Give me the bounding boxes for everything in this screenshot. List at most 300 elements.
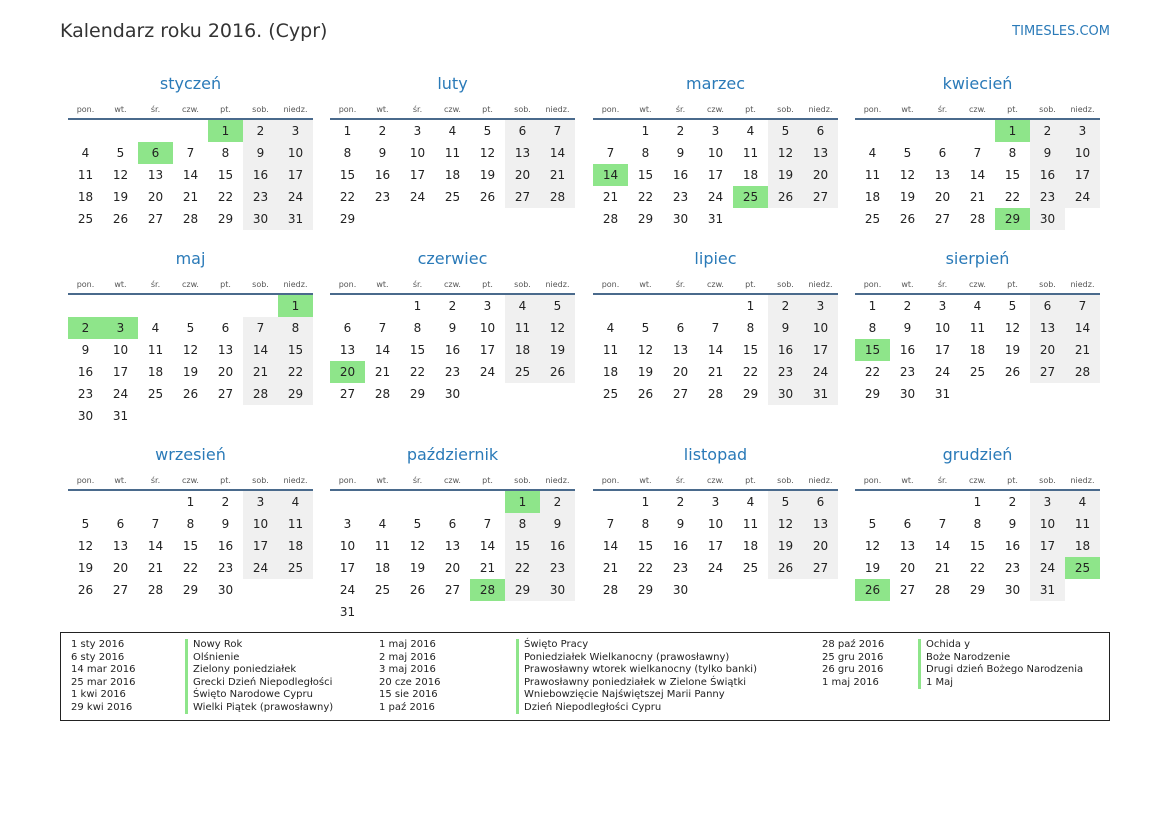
day-cell[interactable]: 14 bbox=[479, 539, 496, 553]
day-cell[interactable]: 29 bbox=[637, 583, 654, 597]
day-cell[interactable]: 26 bbox=[637, 387, 654, 401]
day-cell[interactable]: 16 bbox=[672, 539, 689, 553]
day-cell[interactable]: 26 bbox=[479, 190, 496, 204]
day-cell[interactable]: 17 bbox=[1065, 164, 1100, 186]
day-cell[interactable]: 22 bbox=[505, 557, 540, 579]
day-cell[interactable]: 13 bbox=[899, 539, 916, 553]
day-cell[interactable]: 25 bbox=[444, 190, 461, 204]
day-cell[interactable]: 25 bbox=[147, 387, 164, 401]
day-cell[interactable]: 20 bbox=[112, 561, 129, 575]
day-cell[interactable]: 10 bbox=[1030, 513, 1065, 535]
day-cell[interactable]: 13 bbox=[339, 343, 356, 357]
day-cell[interactable]: 8 bbox=[343, 146, 352, 160]
day-cell[interactable]: 30 bbox=[444, 387, 461, 401]
day-cell[interactable]: 13 bbox=[505, 142, 540, 164]
day-cell[interactable]: 21 bbox=[147, 561, 164, 575]
day-cell[interactable]: 4 bbox=[378, 517, 387, 531]
day-cell[interactable]: 27 bbox=[147, 212, 164, 226]
day-cell[interactable]: 14 bbox=[707, 343, 724, 357]
day-cell[interactable]: 14 bbox=[602, 539, 619, 553]
day-cell[interactable]: 31 bbox=[803, 383, 838, 405]
day-cell[interactable]: 23 bbox=[374, 190, 391, 204]
day-cell[interactable]: 11 bbox=[505, 317, 540, 339]
day-cell[interactable]: 9 bbox=[448, 321, 457, 335]
day-cell[interactable]: 23 bbox=[672, 190, 689, 204]
day-cell[interactable]: 22 bbox=[1004, 190, 1021, 204]
day-cell[interactable]: 7 bbox=[711, 321, 720, 335]
day-cell[interactable]: 13 bbox=[147, 168, 164, 182]
day-cell[interactable]: 2 bbox=[903, 299, 912, 313]
day-cell[interactable]: 18 bbox=[77, 190, 94, 204]
day-cell[interactable]: 25 bbox=[602, 387, 619, 401]
day-cell[interactable]: 5 bbox=[1008, 299, 1017, 313]
day-cell[interactable]: 6 bbox=[448, 517, 457, 531]
day-cell[interactable]: 23 bbox=[243, 186, 278, 208]
day-cell[interactable]: 21 bbox=[969, 190, 986, 204]
day-cell[interactable]: 12 bbox=[540, 317, 575, 339]
day-cell[interactable]: 3 bbox=[103, 317, 138, 339]
day-cell[interactable]: 20 bbox=[217, 365, 234, 379]
day-cell[interactable]: 9 bbox=[676, 146, 685, 160]
day-cell[interactable]: 22 bbox=[864, 365, 881, 379]
day-cell[interactable]: 11 bbox=[742, 517, 759, 531]
day-cell[interactable]: 9 bbox=[1008, 517, 1017, 531]
day-cell[interactable]: 5 bbox=[483, 124, 492, 138]
day-cell[interactable]: 31 bbox=[934, 387, 951, 401]
day-cell[interactable]: 24 bbox=[409, 190, 426, 204]
day-cell[interactable]: 11 bbox=[444, 146, 461, 160]
day-cell[interactable]: 17 bbox=[409, 168, 426, 182]
day-cell[interactable]: 5 bbox=[81, 517, 90, 531]
day-cell[interactable]: 26 bbox=[1004, 365, 1021, 379]
day-cell[interactable]: 14 bbox=[540, 142, 575, 164]
day-cell[interactable]: 4 bbox=[448, 124, 457, 138]
day-cell[interactable]: 6 bbox=[803, 490, 838, 513]
day-cell[interactable]: 3 bbox=[711, 124, 720, 138]
day-cell[interactable]: 14 bbox=[593, 164, 628, 186]
day-cell[interactable]: 21 bbox=[602, 561, 619, 575]
day-cell[interactable]: 1 bbox=[641, 124, 650, 138]
day-cell[interactable]: 1 bbox=[413, 299, 422, 313]
day-cell[interactable]: 2 bbox=[448, 299, 457, 313]
day-cell[interactable]: 23 bbox=[899, 365, 916, 379]
day-cell[interactable]: 24 bbox=[707, 190, 724, 204]
day-cell[interactable]: 29 bbox=[969, 583, 986, 597]
day-cell[interactable]: 26 bbox=[409, 583, 426, 597]
day-cell[interactable]: 12 bbox=[182, 343, 199, 357]
day-cell[interactable]: 10 bbox=[243, 513, 278, 535]
day-cell[interactable]: 15 bbox=[505, 535, 540, 557]
day-cell[interactable]: 10 bbox=[339, 539, 356, 553]
day-cell[interactable]: 1 bbox=[973, 495, 982, 509]
day-cell[interactable]: 17 bbox=[803, 339, 838, 361]
day-cell[interactable]: 27 bbox=[217, 387, 234, 401]
day-cell[interactable]: 22 bbox=[637, 561, 654, 575]
day-cell[interactable]: 25 bbox=[864, 212, 881, 226]
day-cell[interactable]: 28 bbox=[470, 579, 505, 601]
day-cell[interactable]: 14 bbox=[374, 343, 391, 357]
day-cell[interactable]: 18 bbox=[505, 339, 540, 361]
day-cell[interactable]: 28 bbox=[147, 583, 164, 597]
day-cell[interactable]: 16 bbox=[243, 164, 278, 186]
day-cell[interactable]: 26 bbox=[768, 186, 803, 208]
day-cell[interactable]: 22 bbox=[278, 361, 313, 383]
day-cell[interactable]: 30 bbox=[243, 208, 278, 230]
day-cell[interactable]: 21 bbox=[374, 365, 391, 379]
day-cell[interactable]: 29 bbox=[637, 212, 654, 226]
day-cell[interactable]: 8 bbox=[221, 146, 230, 160]
day-cell[interactable]: 27 bbox=[672, 387, 689, 401]
day-cell[interactable]: 12 bbox=[112, 168, 129, 182]
day-cell[interactable]: 29 bbox=[505, 579, 540, 601]
day-cell[interactable]: 12 bbox=[409, 539, 426, 553]
day-cell[interactable]: 1 bbox=[278, 294, 313, 317]
day-cell[interactable]: 3 bbox=[243, 490, 278, 513]
day-cell[interactable]: 30 bbox=[672, 212, 689, 226]
day-cell[interactable]: 6 bbox=[803, 119, 838, 142]
day-cell[interactable]: 20 bbox=[330, 361, 365, 383]
day-cell[interactable]: 17 bbox=[707, 539, 724, 553]
day-cell[interactable]: 19 bbox=[864, 561, 881, 575]
day-cell[interactable]: 11 bbox=[374, 539, 391, 553]
day-cell[interactable]: 9 bbox=[768, 317, 803, 339]
day-cell[interactable]: 19 bbox=[768, 164, 803, 186]
day-cell[interactable]: 23 bbox=[217, 561, 234, 575]
day-cell[interactable]: 9 bbox=[540, 513, 575, 535]
day-cell[interactable]: 30 bbox=[77, 409, 94, 423]
day-cell[interactable]: 1 bbox=[746, 299, 755, 313]
day-cell[interactable]: 28 bbox=[374, 387, 391, 401]
day-cell[interactable]: 5 bbox=[413, 517, 422, 531]
day-cell[interactable]: 16 bbox=[1004, 539, 1021, 553]
day-cell[interactable]: 31 bbox=[707, 212, 724, 226]
day-cell[interactable]: 2 bbox=[1008, 495, 1017, 509]
day-cell[interactable]: 30 bbox=[1030, 208, 1065, 230]
day-cell[interactable]: 19 bbox=[112, 190, 129, 204]
day-cell[interactable]: 14 bbox=[934, 539, 951, 553]
day-cell[interactable]: 28 bbox=[602, 583, 619, 597]
site-link[interactable]: TIMESLES.COM bbox=[1012, 24, 1110, 39]
day-cell[interactable]: 18 bbox=[278, 535, 313, 557]
day-cell[interactable]: 15 bbox=[742, 343, 759, 357]
day-cell[interactable]: 5 bbox=[903, 146, 912, 160]
day-cell[interactable]: 19 bbox=[409, 561, 426, 575]
day-cell[interactable]: 11 bbox=[147, 343, 164, 357]
day-cell[interactable]: 31 bbox=[278, 208, 313, 230]
day-cell[interactable]: 17 bbox=[707, 168, 724, 182]
day-cell[interactable]: 8 bbox=[641, 146, 650, 160]
day-cell[interactable]: 19 bbox=[637, 365, 654, 379]
day-cell[interactable]: 7 bbox=[973, 146, 982, 160]
day-cell[interactable]: 21 bbox=[934, 561, 951, 575]
day-cell[interactable]: 13 bbox=[803, 513, 838, 535]
day-cell[interactable]: 20 bbox=[505, 164, 540, 186]
day-cell[interactable]: 9 bbox=[81, 343, 90, 357]
day-cell[interactable]: 4 bbox=[868, 146, 877, 160]
day-cell[interactable]: 13 bbox=[672, 343, 689, 357]
day-cell[interactable]: 25 bbox=[278, 557, 313, 579]
day-cell[interactable]: 29 bbox=[742, 387, 759, 401]
day-cell[interactable]: 8 bbox=[973, 517, 982, 531]
day-cell[interactable]: 1 bbox=[208, 119, 243, 142]
day-cell[interactable]: 9 bbox=[903, 321, 912, 335]
day-cell[interactable]: 14 bbox=[243, 339, 278, 361]
day-cell[interactable]: 23 bbox=[540, 557, 575, 579]
day-cell[interactable]: 19 bbox=[1004, 343, 1021, 357]
day-cell[interactable]: 2 bbox=[378, 124, 387, 138]
day-cell[interactable]: 26 bbox=[899, 212, 916, 226]
day-cell[interactable]: 23 bbox=[768, 361, 803, 383]
day-cell[interactable]: 24 bbox=[339, 583, 356, 597]
day-cell[interactable]: 30 bbox=[768, 383, 803, 405]
day-cell[interactable]: 27 bbox=[803, 557, 838, 579]
day-cell[interactable]: 6 bbox=[221, 321, 230, 335]
day-cell[interactable]: 15 bbox=[278, 339, 313, 361]
day-cell[interactable]: 30 bbox=[899, 387, 916, 401]
day-cell[interactable]: 6 bbox=[116, 517, 125, 531]
day-cell[interactable]: 18 bbox=[444, 168, 461, 182]
day-cell[interactable]: 21 bbox=[1065, 339, 1100, 361]
day-cell[interactable]: 25 bbox=[374, 583, 391, 597]
day-cell[interactable]: 29 bbox=[217, 212, 234, 226]
day-cell[interactable]: 7 bbox=[938, 517, 947, 531]
day-cell[interactable]: 26 bbox=[855, 579, 890, 601]
day-cell[interactable]: 8 bbox=[186, 517, 195, 531]
day-cell[interactable]: 5 bbox=[641, 321, 650, 335]
day-cell[interactable]: 16 bbox=[374, 168, 391, 182]
day-cell[interactable]: 4 bbox=[151, 321, 160, 335]
day-cell[interactable]: 17 bbox=[339, 561, 356, 575]
day-cell[interactable]: 26 bbox=[77, 583, 94, 597]
day-cell[interactable]: 11 bbox=[742, 146, 759, 160]
day-cell[interactable]: 31 bbox=[339, 605, 356, 619]
day-cell[interactable]: 16 bbox=[768, 339, 803, 361]
day-cell[interactable]: 8 bbox=[278, 317, 313, 339]
day-cell[interactable]: 10 bbox=[479, 321, 496, 335]
day-cell[interactable]: 3 bbox=[938, 299, 947, 313]
day-cell[interactable]: 26 bbox=[540, 361, 575, 383]
day-cell[interactable]: 26 bbox=[768, 557, 803, 579]
day-cell[interactable]: 2 bbox=[676, 495, 685, 509]
day-cell[interactable]: 12 bbox=[1004, 321, 1021, 335]
day-cell[interactable]: 5 bbox=[186, 321, 195, 335]
day-cell[interactable]: 22 bbox=[339, 190, 356, 204]
day-cell[interactable]: 24 bbox=[1030, 557, 1065, 579]
day-cell[interactable]: 17 bbox=[278, 164, 313, 186]
day-cell[interactable]: 31 bbox=[1030, 579, 1065, 601]
day-cell[interactable]: 26 bbox=[182, 387, 199, 401]
day-cell[interactable]: 12 bbox=[77, 539, 94, 553]
day-cell[interactable]: 25 bbox=[77, 212, 94, 226]
day-cell[interactable]: 5 bbox=[868, 517, 877, 531]
day-cell[interactable]: 12 bbox=[768, 513, 803, 535]
day-cell[interactable]: 7 bbox=[1065, 294, 1100, 317]
day-cell[interactable]: 18 bbox=[602, 365, 619, 379]
day-cell[interactable]: 23 bbox=[444, 365, 461, 379]
day-cell[interactable]: 25 bbox=[969, 365, 986, 379]
day-cell[interactable]: 17 bbox=[112, 365, 129, 379]
day-cell[interactable]: 28 bbox=[707, 387, 724, 401]
day-cell[interactable]: 20 bbox=[672, 365, 689, 379]
day-cell[interactable]: 20 bbox=[444, 561, 461, 575]
day-cell[interactable]: 7 bbox=[540, 119, 575, 142]
day-cell[interactable]: 24 bbox=[112, 387, 129, 401]
day-cell[interactable]: 6 bbox=[1030, 294, 1065, 317]
day-cell[interactable]: 4 bbox=[746, 124, 755, 138]
day-cell[interactable]: 3 bbox=[803, 294, 838, 317]
day-cell[interactable]: 25 bbox=[742, 561, 759, 575]
day-cell[interactable]: 22 bbox=[409, 365, 426, 379]
day-cell[interactable]: 2 bbox=[676, 124, 685, 138]
day-cell[interactable]: 15 bbox=[182, 539, 199, 553]
day-cell[interactable]: 29 bbox=[278, 383, 313, 405]
day-cell[interactable]: 15 bbox=[217, 168, 234, 182]
day-cell[interactable]: 20 bbox=[1030, 339, 1065, 361]
day-cell[interactable]: 10 bbox=[112, 343, 129, 357]
day-cell[interactable]: 5 bbox=[116, 146, 125, 160]
day-cell[interactable]: 10 bbox=[934, 321, 951, 335]
day-cell[interactable]: 23 bbox=[1004, 561, 1021, 575]
day-cell[interactable]: 6 bbox=[505, 119, 540, 142]
day-cell[interactable]: 24 bbox=[278, 186, 313, 208]
day-cell[interactable]: 9 bbox=[1030, 142, 1065, 164]
day-cell[interactable]: 19 bbox=[540, 339, 575, 361]
day-cell[interactable]: 20 bbox=[899, 561, 916, 575]
day-cell[interactable]: 22 bbox=[637, 190, 654, 204]
day-cell[interactable]: 24 bbox=[243, 557, 278, 579]
day-cell[interactable]: 6 bbox=[903, 517, 912, 531]
day-cell[interactable]: 27 bbox=[899, 583, 916, 597]
day-cell[interactable]: 7 bbox=[606, 146, 615, 160]
day-cell[interactable]: 16 bbox=[217, 539, 234, 553]
day-cell[interactable]: 7 bbox=[483, 517, 492, 531]
day-cell[interactable]: 2 bbox=[68, 317, 103, 339]
day-cell[interactable]: 8 bbox=[746, 321, 755, 335]
day-cell[interactable]: 29 bbox=[864, 387, 881, 401]
day-cell[interactable]: 31 bbox=[112, 409, 129, 423]
day-cell[interactable]: 18 bbox=[864, 190, 881, 204]
day-cell[interactable]: 14 bbox=[969, 168, 986, 182]
day-cell[interactable]: 15 bbox=[637, 539, 654, 553]
day-cell[interactable]: 30 bbox=[540, 579, 575, 601]
day-cell[interactable]: 24 bbox=[803, 361, 838, 383]
day-cell[interactable]: 19 bbox=[77, 561, 94, 575]
day-cell[interactable]: 4 bbox=[746, 495, 755, 509]
day-cell[interactable]: 9 bbox=[243, 142, 278, 164]
day-cell[interactable]: 21 bbox=[243, 361, 278, 383]
day-cell[interactable]: 16 bbox=[540, 535, 575, 557]
day-cell[interactable]: 22 bbox=[742, 365, 759, 379]
day-cell[interactable]: 8 bbox=[641, 517, 650, 531]
day-cell[interactable]: 13 bbox=[1030, 317, 1065, 339]
day-cell[interactable]: 24 bbox=[479, 365, 496, 379]
day-cell[interactable]: 8 bbox=[413, 321, 422, 335]
day-cell[interactable]: 24 bbox=[1065, 186, 1100, 208]
day-cell[interactable]: 29 bbox=[182, 583, 199, 597]
day-cell[interactable]: 8 bbox=[1008, 146, 1017, 160]
day-cell[interactable]: 24 bbox=[707, 561, 724, 575]
day-cell[interactable]: 9 bbox=[676, 517, 685, 531]
day-cell[interactable]: 17 bbox=[479, 343, 496, 357]
day-cell[interactable]: 12 bbox=[864, 539, 881, 553]
day-cell[interactable]: 10 bbox=[707, 146, 724, 160]
day-cell[interactable]: 2 bbox=[1030, 119, 1065, 142]
day-cell[interactable]: 6 bbox=[938, 146, 947, 160]
day-cell[interactable]: 27 bbox=[1030, 361, 1065, 383]
day-cell[interactable]: 12 bbox=[479, 146, 496, 160]
day-cell[interactable]: 28 bbox=[243, 383, 278, 405]
day-cell[interactable]: 27 bbox=[339, 387, 356, 401]
day-cell[interactable]: 21 bbox=[182, 190, 199, 204]
day-cell[interactable]: 18 bbox=[969, 343, 986, 357]
day-cell[interactable]: 12 bbox=[899, 168, 916, 182]
day-cell[interactable]: 28 bbox=[602, 212, 619, 226]
day-cell[interactable]: 13 bbox=[934, 168, 951, 182]
day-cell[interactable]: 8 bbox=[868, 321, 877, 335]
day-cell[interactable]: 25 bbox=[1065, 557, 1100, 579]
day-cell[interactable]: 6 bbox=[343, 321, 352, 335]
day-cell[interactable]: 17 bbox=[243, 535, 278, 557]
day-cell[interactable]: 3 bbox=[1030, 490, 1065, 513]
day-cell[interactable]: 5 bbox=[768, 119, 803, 142]
day-cell[interactable]: 6 bbox=[138, 142, 173, 164]
day-cell[interactable]: 28 bbox=[969, 212, 986, 226]
day-cell[interactable]: 28 bbox=[934, 583, 951, 597]
day-cell[interactable]: 10 bbox=[803, 317, 838, 339]
day-cell[interactable]: 16 bbox=[77, 365, 94, 379]
day-cell[interactable]: 11 bbox=[278, 513, 313, 535]
day-cell[interactable]: 14 bbox=[147, 539, 164, 553]
day-cell[interactable]: 4 bbox=[81, 146, 90, 160]
day-cell[interactable]: 10 bbox=[409, 146, 426, 160]
day-cell[interactable]: 15 bbox=[969, 539, 986, 553]
day-cell[interactable]: 7 bbox=[151, 517, 160, 531]
day-cell[interactable]: 1 bbox=[343, 124, 352, 138]
day-cell[interactable]: 2 bbox=[768, 294, 803, 317]
day-cell[interactable]: 5 bbox=[540, 294, 575, 317]
day-cell[interactable]: 5 bbox=[768, 490, 803, 513]
day-cell[interactable]: 3 bbox=[413, 124, 422, 138]
day-cell[interactable]: 30 bbox=[217, 583, 234, 597]
day-cell[interactable]: 22 bbox=[217, 190, 234, 204]
day-cell[interactable]: 21 bbox=[540, 164, 575, 186]
day-cell[interactable]: 19 bbox=[182, 365, 199, 379]
day-cell[interactable]: 20 bbox=[147, 190, 164, 204]
day-cell[interactable]: 13 bbox=[112, 539, 129, 553]
day-cell[interactable]: 25 bbox=[505, 361, 540, 383]
day-cell[interactable]: 10 bbox=[278, 142, 313, 164]
day-cell[interactable]: 12 bbox=[637, 343, 654, 357]
day-cell[interactable]: 24 bbox=[934, 365, 951, 379]
day-cell[interactable]: 16 bbox=[899, 343, 916, 357]
day-cell[interactable]: 29 bbox=[409, 387, 426, 401]
day-cell[interactable]: 19 bbox=[768, 535, 803, 557]
day-cell[interactable]: 28 bbox=[1065, 361, 1100, 383]
day-cell[interactable]: 17 bbox=[1030, 535, 1065, 557]
day-cell[interactable]: 20 bbox=[803, 164, 838, 186]
day-cell[interactable]: 21 bbox=[602, 190, 619, 204]
day-cell[interactable]: 21 bbox=[707, 365, 724, 379]
day-cell[interactable]: 2 bbox=[221, 495, 230, 509]
day-cell[interactable]: 13 bbox=[444, 539, 461, 553]
day-cell[interactable]: 18 bbox=[742, 539, 759, 553]
day-cell[interactable]: 20 bbox=[803, 535, 838, 557]
day-cell[interactable]: 20 bbox=[934, 190, 951, 204]
day-cell[interactable]: 11 bbox=[864, 168, 881, 182]
day-cell[interactable]: 1 bbox=[995, 119, 1030, 142]
day-cell[interactable]: 25 bbox=[733, 186, 768, 208]
day-cell[interactable]: 15 bbox=[1004, 168, 1021, 182]
